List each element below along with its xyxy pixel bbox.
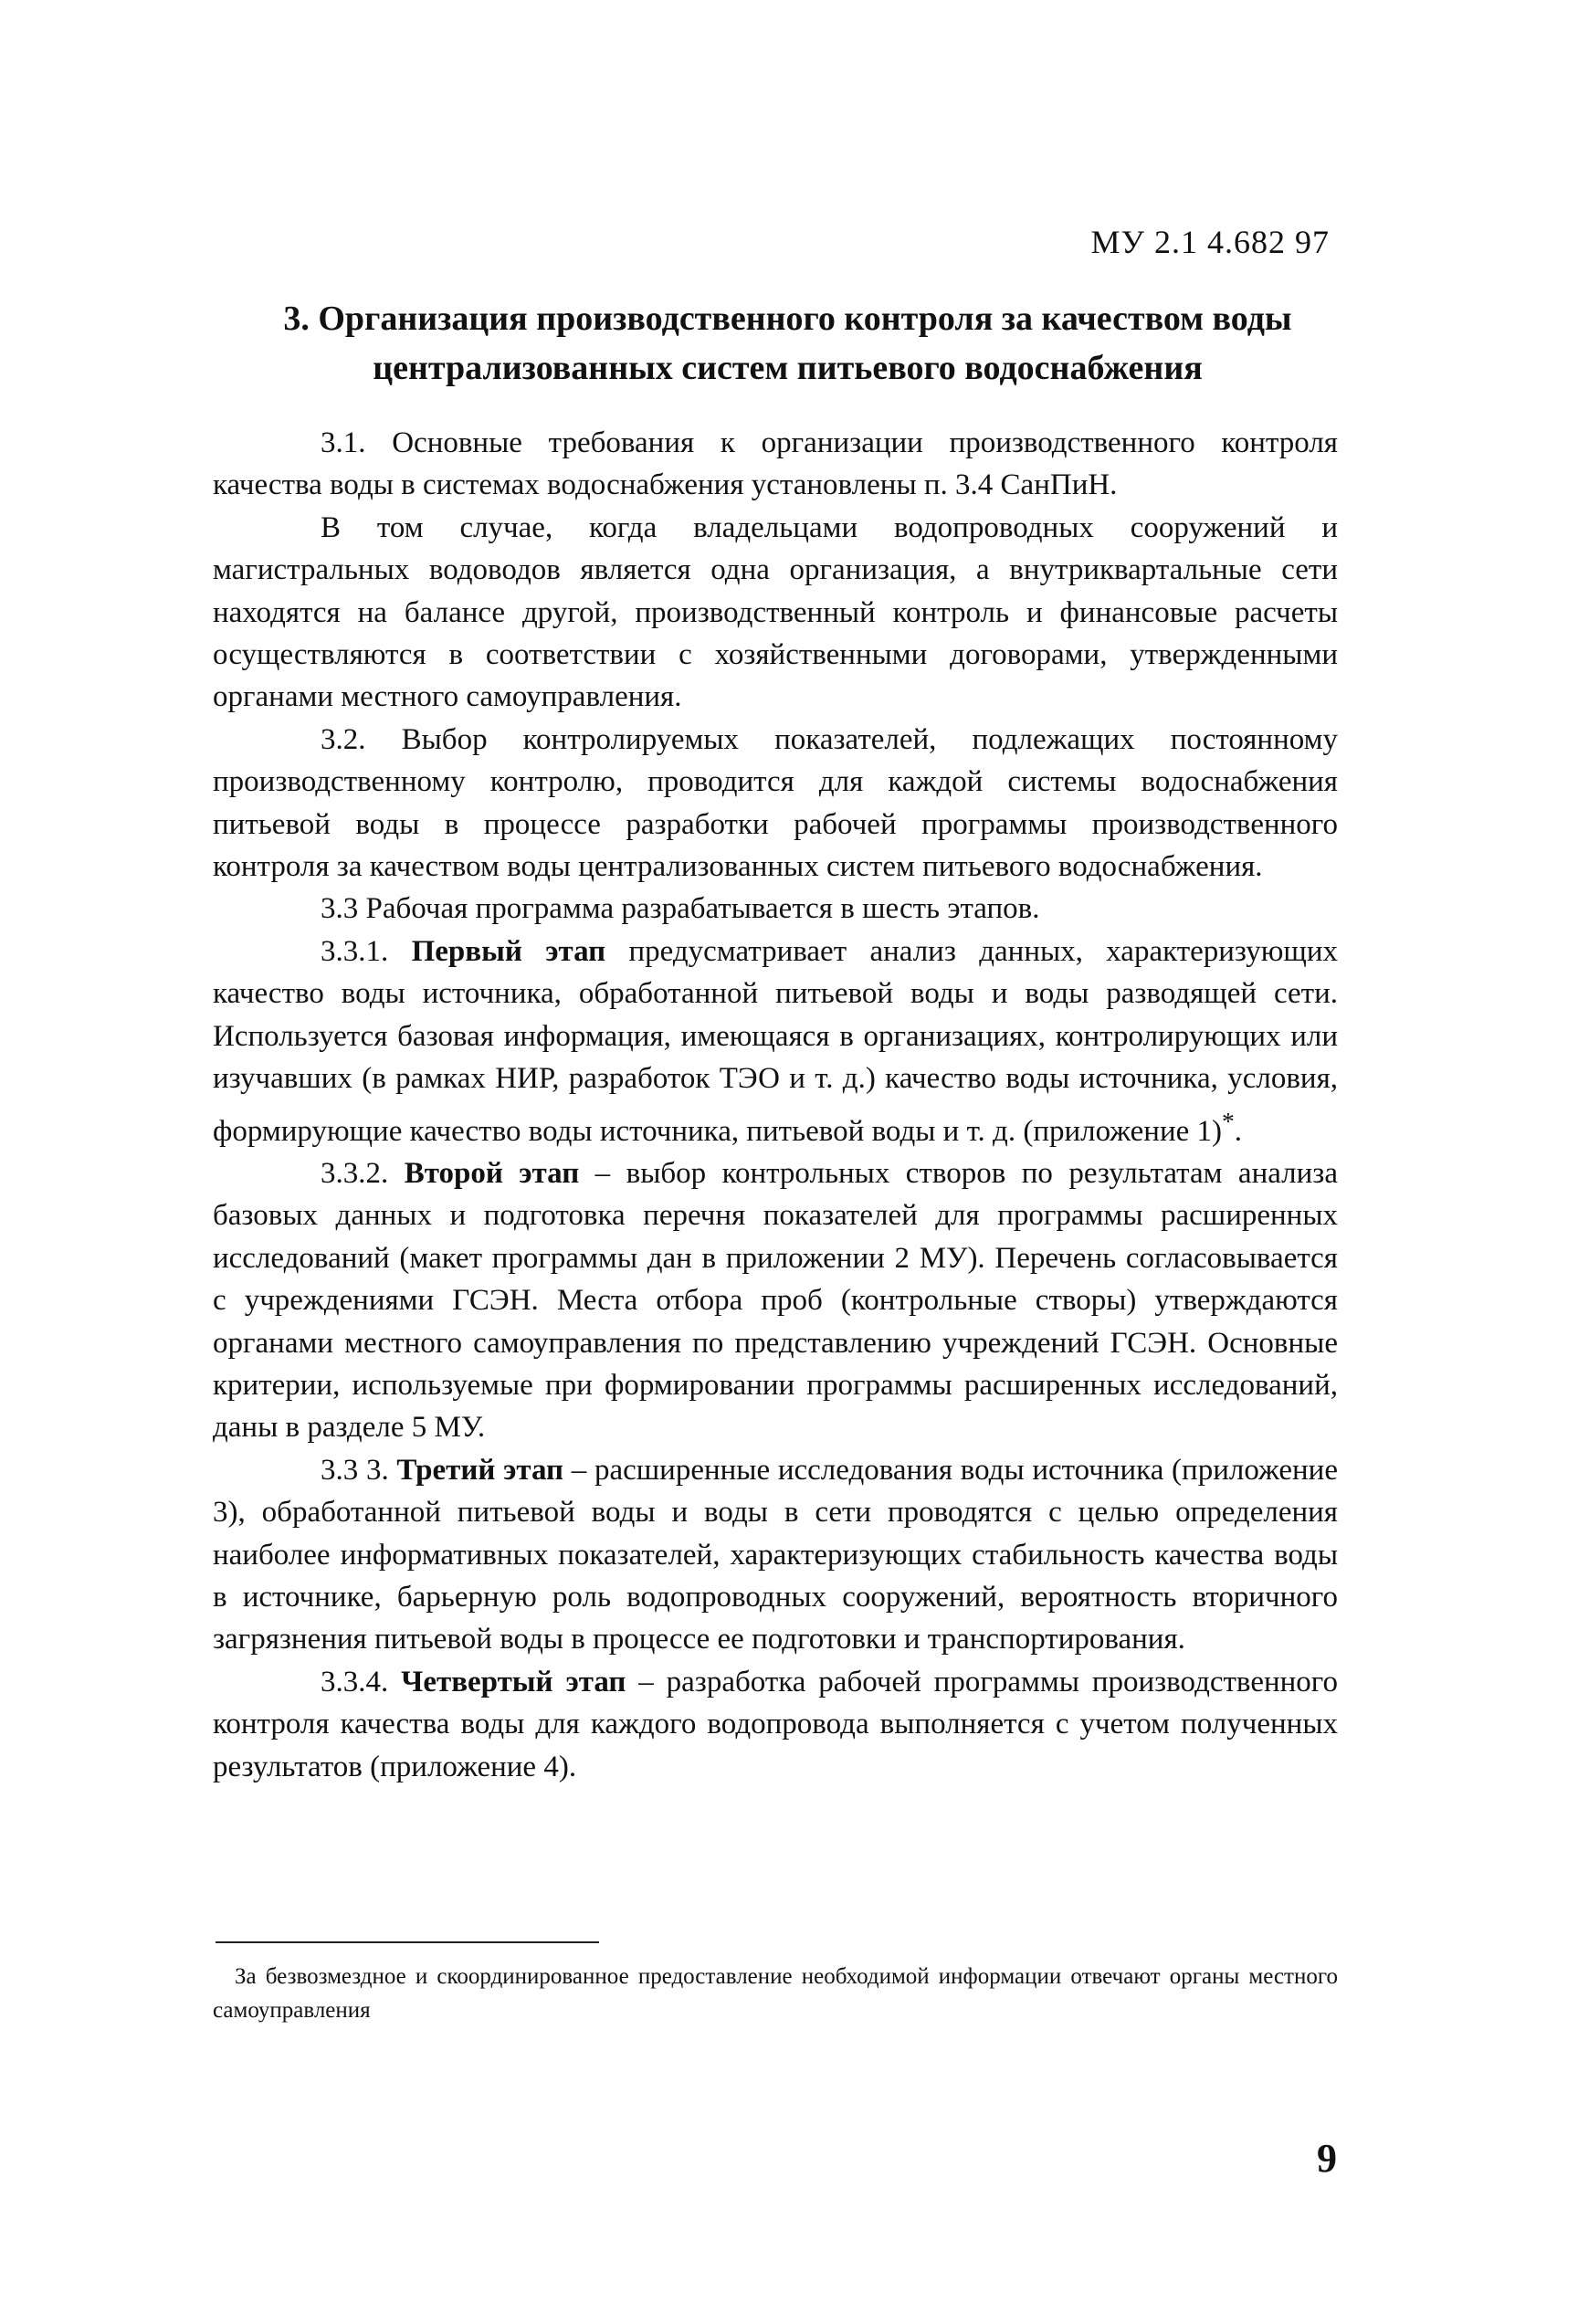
paragraph-3-3: 3.3 Рабочая программа разрабатывается в шесть этапов.	[321, 892, 1040, 926]
paragraph-3-1: 3.1. Основные требования к организации производственного контроля качества воды в системах водоснабжения установлены п. 3.4 СанПиН.	[213, 426, 1338, 502]
footnote: За безвозмездное и скоординированное предоставление необходимой информации отвечают органы местного самоуправления	[213, 1964, 1338, 2023]
stage-name: Третий этап	[396, 1453, 564, 1487]
paragraph-text: – выбор контрольных створов по результатам анализа базовых данных и подготовка перечня показателей для программы расширенных исследований (макет программы дан в приложении 2 МУ). Перечень согласовывается с учреждениями ГСЭН. Места отбора проб (контрольные створы) утверждаются органами местного самоуправления по представлению учреждений ГСЭН. Основные критерии, используемые при формировании программы расширенных исследований, даны в разделе 5 МУ.	[213, 1156, 1338, 1445]
paragraph-number: 3.3.1.	[321, 934, 389, 968]
paragraph-3-2: 3.2. Выбор контролируемых показателей, подлежащих постоянному производственному контролю, проводится для каждой системы водоснабжения питьевой воды в процессе разработки рабочей программы производственного контроля за качеством воды централизованных систем питьевого водоснабжения.	[213, 722, 1338, 884]
paragraph-text: – разработка рабочей программы производственного контроля качества воды для каждого водопровода выполняется с учетом полученных результатов (приложение 4).	[213, 1665, 1339, 1783]
paragraph-end: .	[1234, 1114, 1243, 1148]
document-code: МУ 2.1 4.682 97	[1090, 224, 1330, 260]
paragraph-number: 3.3.4.	[321, 1665, 389, 1698]
page-number: 9	[1317, 2136, 1337, 2181]
paragraph-3-3-2	[213, 1152, 1338, 1449]
document-body	[213, 422, 1338, 1788]
section-title	[233, 294, 1342, 393]
paragraph-text: предусматривает анализ данных, характеризующих качество воды источника, обработанной питьевой воды и воды разводящей сети. Используется базовая информация, имеющаяся в организациях, контролирующих или изучавших (в рамках НИР, разработок ТЭО и т. д.) качество воды источника, условия, формирующие качество воды источника, питьевой воды и т. д. (приложение 1)	[213, 934, 1338, 1148]
footnote-mark: *	[1222, 1106, 1235, 1135]
stage-name: Второй этап	[404, 1156, 580, 1190]
paragraph-number: 3.3.2.	[321, 1156, 389, 1190]
stage-name: Четвертый этап	[401, 1665, 626, 1698]
paragraph-number: 3.3 3.	[321, 1453, 389, 1487]
section-title-line-2: централизованных систем питьевого водоснабжения	[373, 349, 1203, 387]
paragraph-3-3-3	[213, 1449, 1338, 1661]
section-title-line-1: 3. Организация производственного контроля за качеством воды	[283, 300, 1292, 338]
paragraph-3-1-note: В том случае, когда владельцами водопроводных сооружений и магистральных водоводов является одна организация, а внутриквартальные сети находятся на балансе другой, производственный контроль и финансовые расчеты осуществляются в соответствии с хозяйственными договорами, утвержденными органами местного самоуправления.	[213, 510, 1338, 714]
stage-name: Первый этап	[411, 934, 606, 968]
paragraph-3-3-4	[213, 1661, 1338, 1788]
paragraph-3-3-1	[213, 931, 1338, 1152]
footnote-divider	[216, 1941, 599, 1943]
paragraph-text: – расширенные исследования воды источника (приложение 3), обработанной питьевой воды и воды в сети проводятся с целью определения наиболее информативных показателей, характеризующих стабильность качества воды в источнике, барьерную роль водопроводных сооружений, вероятность вторичного загрязнения питьевой воды в процессе ее подготовки и транспортирования.	[213, 1453, 1338, 1656]
